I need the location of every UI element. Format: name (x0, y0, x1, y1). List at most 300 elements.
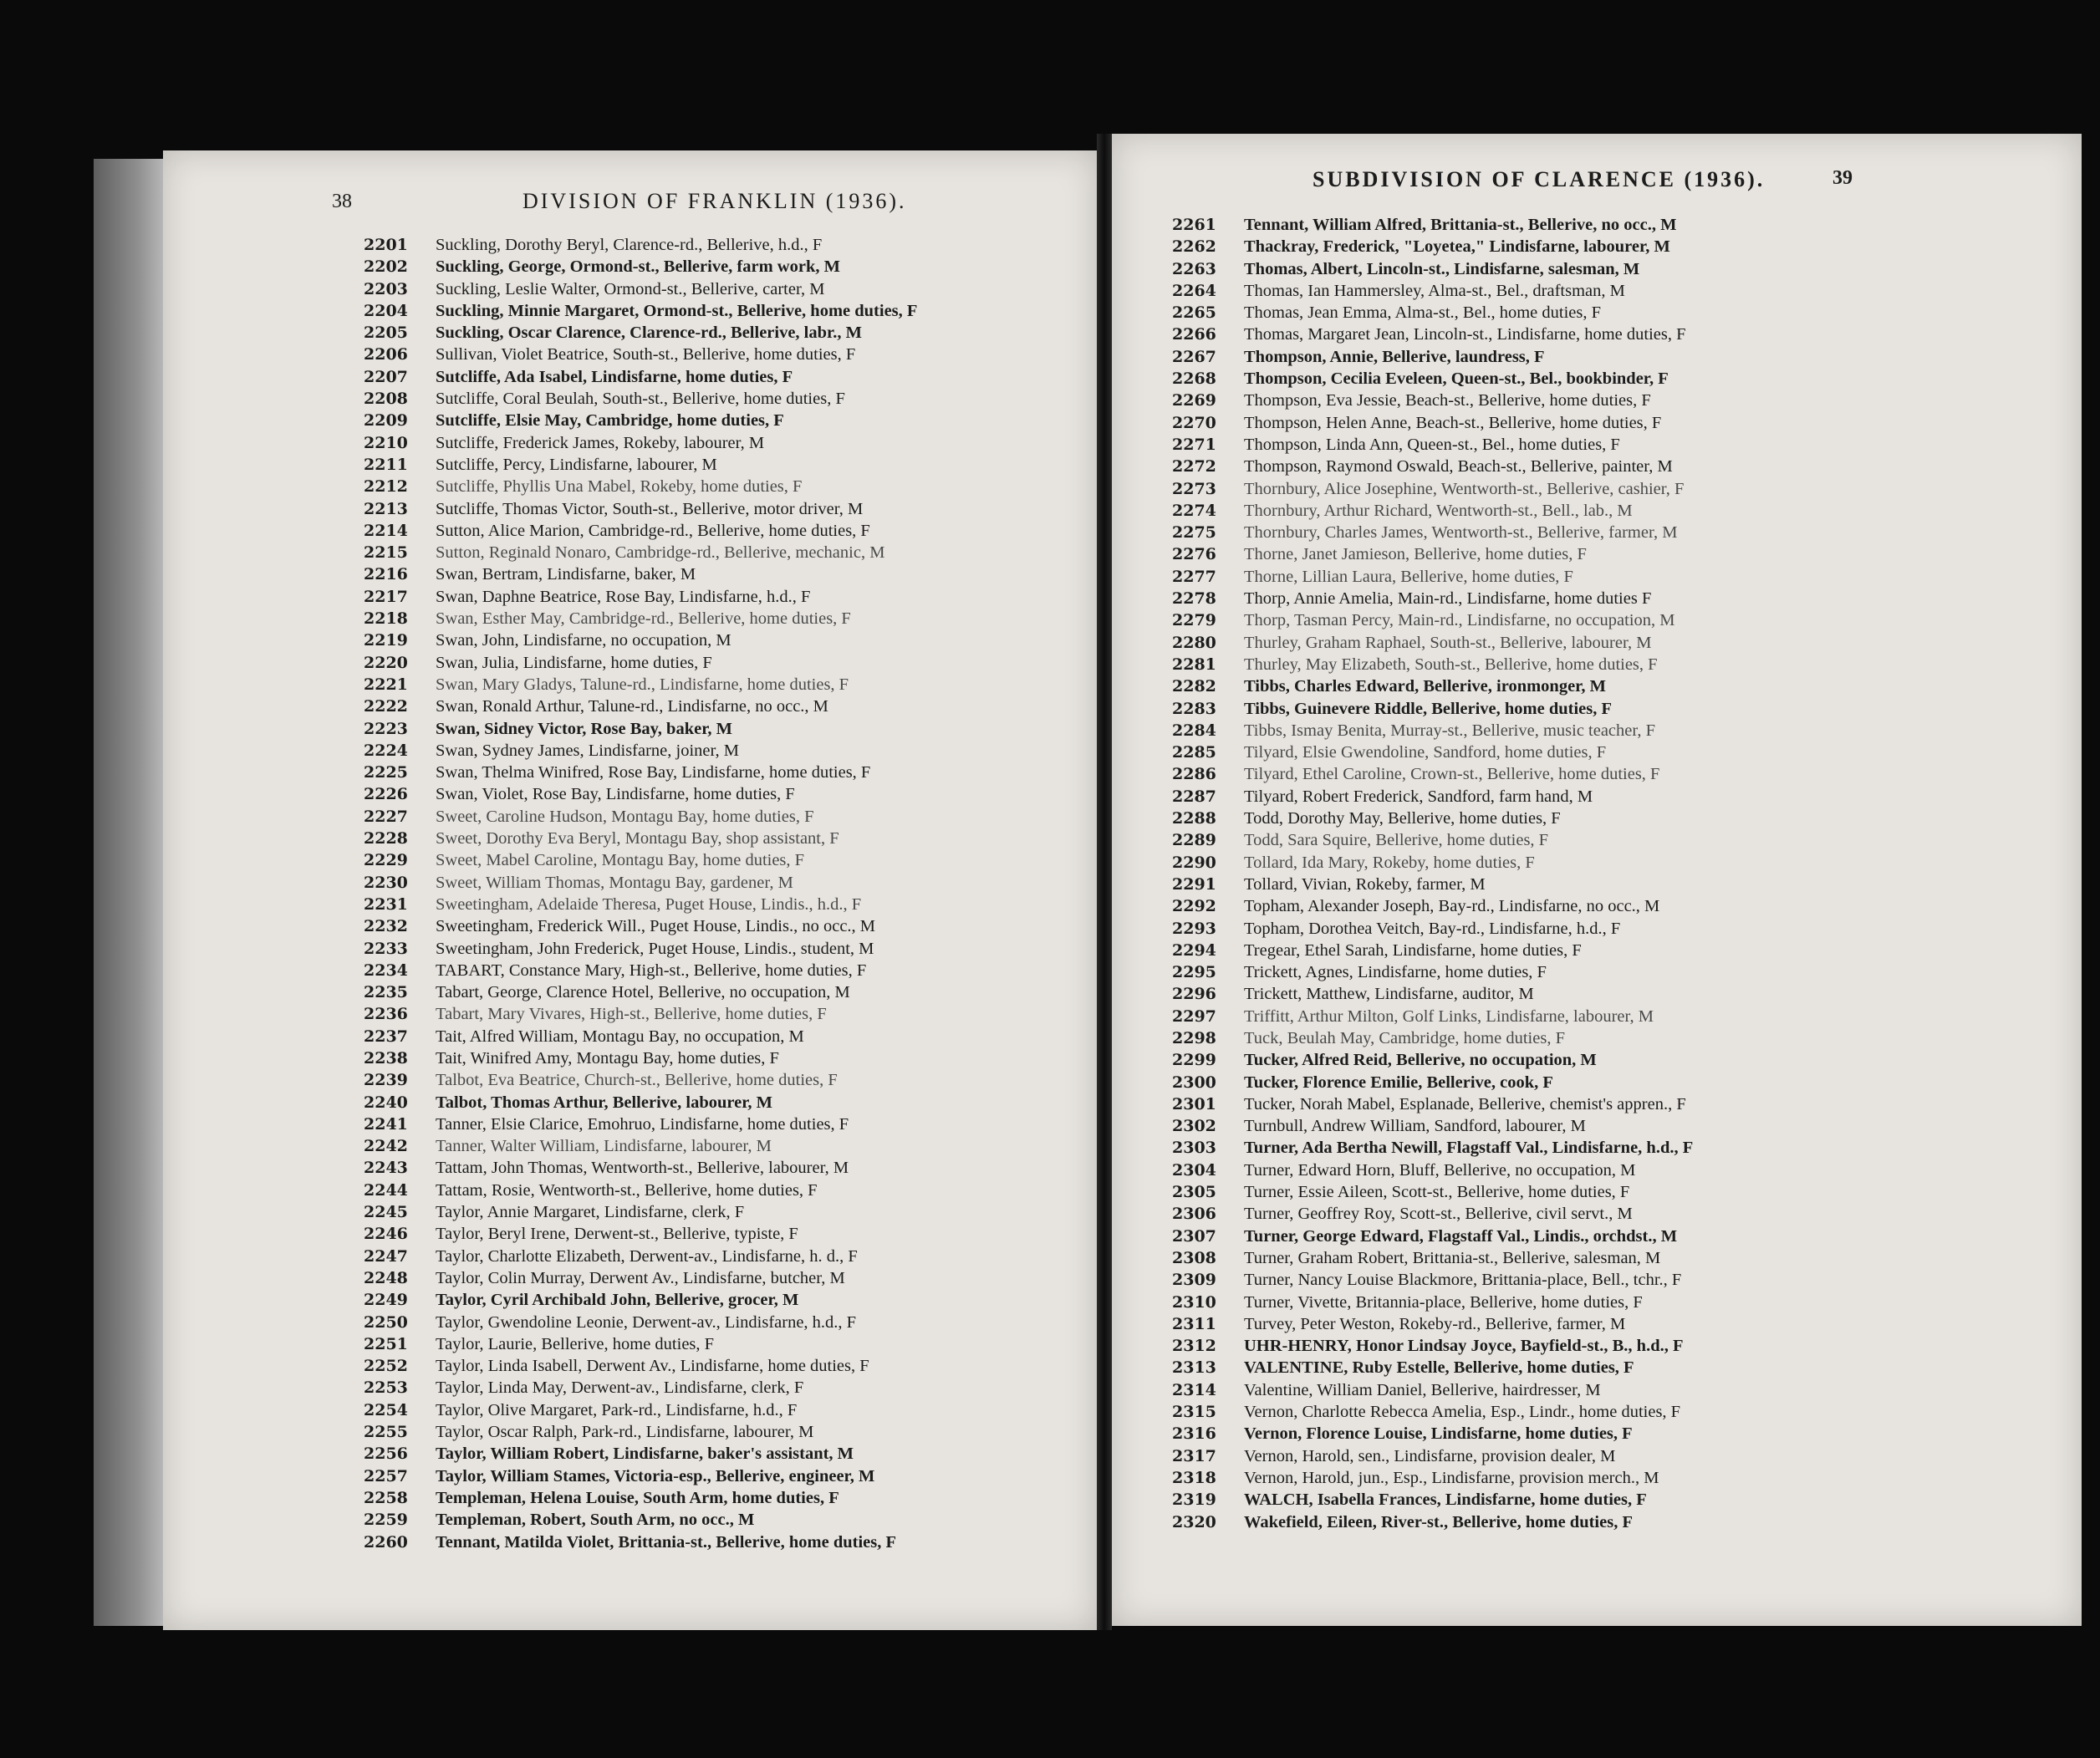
entry-text: Tollard, Vivian, Rokeby, farmer, M (1244, 874, 1486, 894)
entry-text: Tabart, Mary Vivares, High-st., Bellerive, home duties, F (436, 1005, 827, 1024)
list-item (1172, 346, 1693, 368)
entry-text: Swan, Julia, Lindisfarne, home duties, F (436, 653, 712, 672)
entry-number: 2233 (364, 939, 408, 958)
entry-number: 2258 (364, 1488, 408, 1507)
entry-number: 2296 (1172, 985, 1216, 1004)
list-item (364, 322, 917, 344)
entry-number: 2252 (364, 1357, 408, 1376)
page-number: 38 (332, 191, 352, 212)
entry-text: Thompson, Annie, Bellerive, laundress, F (1244, 347, 1545, 366)
book-gutter (1097, 134, 1112, 1630)
entry-number: 2238 (364, 1048, 408, 1068)
entry-text: Tennant, Matilda Violet, Brittania-st., Bellerive, home duties, F (436, 1532, 897, 1552)
entry-number: 2312 (1172, 1337, 1216, 1356)
entry-text: Talbot, Eva Beatrice, Church-st., Bellerive, home duties, F (436, 1071, 838, 1090)
entry-text: Thurley, Graham Raphael, South-st., Bellerive, labourer, M (1244, 633, 1652, 652)
list-item (364, 1509, 917, 1531)
entry-text: Thomas, Jean Emma, Alma-st., Bel., home duties, F (1244, 303, 1602, 323)
entry-text: Swan, Thelma Winifred, Rose Bay, Lindisfarne, home duties, F (436, 763, 871, 782)
entry-text: TABART, Constance Mary, High-st., Bellerive, home duties, F (436, 961, 867, 980)
entry-number: 2239 (364, 1071, 408, 1090)
entry-text: Suckling, George, Ormond-st., Bellerive, farm work, M (436, 257, 840, 277)
entry-text: Taylor, William Stames, Victoria-esp., Bellerive, engineer, M (436, 1466, 875, 1485)
list-item (364, 344, 917, 365)
entry-number: 2297 (1172, 1006, 1216, 1026)
list-item (1172, 1335, 1693, 1357)
entry-text: Turner, Geoffrey Roy, Scott-st., Bellerive, civil servt., M (1244, 1205, 1633, 1224)
entry-number: 2251 (364, 1334, 408, 1353)
entry-number: 2262 (1172, 237, 1216, 257)
list-item (1172, 588, 1693, 609)
entry-number: 2232 (364, 917, 408, 936)
entry-text: Turner, Essie Aileen, Scott-st., Bellerive, home duties, F (1244, 1183, 1630, 1202)
entry-text: Taylor, Olive Margaret, Park-rd., Lindisfarne, h.d., F (436, 1400, 798, 1419)
entry-list (364, 234, 917, 1553)
list-item (364, 278, 917, 300)
list-item (364, 1399, 917, 1421)
entry-number: 2271 (1172, 435, 1216, 454)
list-item (1172, 1511, 1693, 1533)
entry-number: 2230 (364, 873, 408, 892)
entry-number: 2304 (1172, 1160, 1216, 1180)
list-item (1172, 1137, 1693, 1159)
entry-text: Taylor, Gwendoline Leonie, Derwent-av., Lindisfarne, h.d., F (436, 1312, 857, 1332)
entry-number: 2243 (364, 1159, 408, 1178)
entry-text: Tanner, Walter William, Lindisfarne, labourer, M (436, 1137, 772, 1156)
list-item (364, 1201, 917, 1223)
list-item (1172, 1049, 1693, 1071)
list-item (364, 674, 917, 696)
entry-text: Tibbs, Ismay Benita, Murray-st., Bellerive, music teacher, F (1244, 721, 1656, 740)
entry-number: 2204 (364, 301, 408, 320)
entry-text: Sweet, Mabel Caroline, Montagu Bay, home duties, F (436, 851, 805, 870)
list-item (364, 388, 917, 410)
list-item (364, 1246, 917, 1267)
entry-text: Swan, Ronald Arthur, Talune-rd., Lindisfarne, no occ., M (436, 697, 828, 716)
entry-text: Thomas, Margaret Jean, Lincoln-st., Lindisfarne, home duties, F (1244, 325, 1686, 344)
entry-number: 2260 (364, 1532, 408, 1552)
entry-number: 2244 (364, 1180, 408, 1200)
list-item (1172, 1072, 1693, 1093)
entry-text: Suckling, Oscar Clarence, Clarence-rd., Bellerive, labr., M (436, 324, 862, 343)
entry-text: Templeman, Helena Louise, South Arm, home duties, F (436, 1488, 839, 1507)
entry-number: 2313 (1172, 1358, 1216, 1378)
entry-text: Thomas, Ian Hammersley, Alma-st., Bel., draftsman, M (1244, 281, 1625, 300)
entry-number: 2221 (364, 675, 408, 694)
entry-number: 2217 (364, 587, 408, 606)
entry-text: Thorne, Janet Jamieson, Bellerive, home duties, F (1244, 545, 1587, 564)
entry-text: Tucker, Florence Emilie, Bellerive, cook, F (1244, 1073, 1553, 1092)
list-item (1172, 1115, 1693, 1137)
entry-number: 2266 (1172, 325, 1216, 344)
entry-number: 2257 (364, 1466, 408, 1485)
entry-text: Sutton, Alice Marion, Cambridge-rd., Bellerive, home duties, F (436, 521, 870, 540)
entry-number: 2277 (1172, 567, 1216, 586)
entry-text: Suckling, Minnie Margaret, Ormond-st., Bellerive, home duties, F (436, 301, 918, 320)
entry-number: 2286 (1172, 765, 1216, 784)
entry-text: UHR-HENRY, Honor Lindsay Joyce, Bayfield-st., B., h.d., F (1244, 1337, 1684, 1356)
list-item (1172, 543, 1693, 565)
list-item (1172, 1423, 1693, 1445)
list-item (364, 849, 917, 871)
list-item (1172, 763, 1693, 785)
list-item (364, 1092, 917, 1113)
entry-text: WALCH, Isabella Frances, Lindisfarne, home duties, F (1244, 1490, 1647, 1510)
entry-number: 2201 (364, 236, 408, 254)
entry-number: 2279 (1172, 611, 1216, 630)
list-item (1172, 236, 1693, 257)
list-item (364, 1069, 917, 1091)
entry-number: 2306 (1172, 1205, 1216, 1224)
entry-text: Tait, Winifred Amy, Montagu Bay, home duties, F (436, 1048, 779, 1068)
list-item (1172, 324, 1693, 345)
entry-number: 2248 (364, 1268, 408, 1287)
entry-text: Swan, Mary Gladys, Talune-rd., Lindisfarne, home duties, F (436, 675, 849, 694)
list-item (1172, 632, 1693, 654)
entry-text: Thurley, May Elizabeth, South-st., Bellerive, home duties, F (1244, 655, 1658, 674)
list-item (364, 981, 917, 1003)
entry-number: 2309 (1172, 1271, 1216, 1290)
entry-text: Suckling, Dorothy Beryl, Clarence-rd., Bellerive, h.d., F (436, 236, 823, 254)
list-item (364, 608, 917, 629)
left-page (163, 150, 1097, 1630)
entry-number: 2298 (1172, 1028, 1216, 1047)
entry-text: Taylor, Colin Murray, Derwent Av., Lindisfarne, butcher, M (436, 1268, 845, 1287)
list-item (1172, 478, 1693, 500)
entry-number: 2320 (1172, 1512, 1216, 1531)
entry-text: Valentine, William Daniel, Bellerive, hairdresser, M (1244, 1380, 1601, 1399)
list-item (364, 828, 917, 849)
entry-text: Tabart, George, Clarence Hotel, Bellerive, no occupation, M (436, 983, 850, 1002)
entry-text: Turner, Vivette, Britannia-place, Bellerive, home duties, F (1244, 1292, 1643, 1312)
list-item (1172, 940, 1693, 961)
list-item (1172, 1379, 1693, 1401)
right-page (1112, 134, 2082, 1626)
entry-number: 2276 (1172, 545, 1216, 564)
entry-number: 2264 (1172, 281, 1216, 300)
entry-text: Taylor, Linda Isabell, Derwent Av., Lindisfarne, home duties, F (436, 1357, 869, 1376)
entry-number: 2265 (1172, 303, 1216, 323)
entry-text: Sutcliffe, Coral Beulah, South-st., Bellerive, home duties, F (436, 390, 845, 409)
entry-number: 2208 (364, 390, 408, 409)
entry-number: 2228 (364, 829, 408, 848)
entry-number: 2236 (364, 1005, 408, 1024)
list-item (364, 1289, 917, 1311)
list-item (364, 300, 917, 322)
entry-number: 2288 (1172, 809, 1216, 828)
entry-text: Topham, Alexander Joseph, Bay-rd., Lindisfarne, no occ., M (1244, 897, 1660, 916)
entry-text: Thompson, Linda Ann, Queen-st., Bel., home duties, F (1244, 435, 1620, 454)
list-item (364, 366, 917, 388)
list-item (364, 1157, 917, 1179)
entry-text: Turner, Graham Robert, Brittania-st., Bellerive, salesman, M (1244, 1248, 1661, 1267)
entry-number: 2249 (364, 1291, 408, 1310)
entry-number: 2292 (1172, 897, 1216, 916)
entry-text: Thompson, Helen Anne, Beach-st., Bellerive, home duties, F (1244, 413, 1662, 432)
entry-text: Sweet, Dorothy Eva Beryl, Montagu Bay, shop assistant, F (436, 829, 839, 848)
entry-text: Tanner, Elsie Clarice, Emohruo, Lindisfarne, home duties, F (436, 1114, 849, 1134)
entry-number: 2215 (364, 543, 408, 563)
entry-text: Taylor, Beryl Irene, Derwent-st., Bellerive, typiste, F (436, 1225, 798, 1244)
entry-text: Tattam, John Thomas, Wentworth-st., Bellerive, labourer, M (436, 1159, 849, 1178)
list-item (1172, 675, 1693, 697)
entry-number: 2216 (364, 565, 408, 584)
list-item (1172, 786, 1693, 808)
list-item (364, 1026, 917, 1047)
list-item (1172, 852, 1693, 874)
list-item (1172, 895, 1693, 917)
entry-text: Topham, Dorothea Veitch, Bay-rd., Lindisfarne, h.d., F (1244, 919, 1621, 938)
entry-text: Thomas, Albert, Lincoln-st., Lindisfarne, salesman, M (1244, 259, 1640, 278)
list-item (1172, 1203, 1693, 1225)
entry-text: Thompson, Raymond Oswald, Beach-st., Bellerive, painter, M (1244, 457, 1673, 476)
entry-number: 2212 (364, 477, 408, 497)
page-header: DIVISION OF FRANKLIN (1936). (522, 189, 907, 213)
entry-number: 2250 (364, 1312, 408, 1332)
entry-number: 2247 (364, 1246, 408, 1266)
entry-number: 2261 (1172, 216, 1216, 234)
entry-text: Vernon, Charlotte Rebecca Amelia, Esp., Lindr., home duties, F (1244, 1403, 1681, 1422)
list-item (364, 740, 917, 762)
entry-text: Swan, Sydney James, Lindisfarne, joiner, M (436, 741, 739, 760)
list-item (1172, 1357, 1693, 1378)
list-item (364, 1377, 917, 1399)
entry-number: 2242 (364, 1137, 408, 1156)
entry-text: Tibbs, Charles Edward, Bellerive, ironmonger, M (1244, 677, 1606, 696)
entry-text: Tilyard, Robert Frederick, Sandford, farm hand, M (1244, 787, 1593, 806)
entry-text: Thornbury, Alice Josephine, Wentworth-st., Bellerive, cashier, F (1244, 479, 1685, 498)
entry-number: 2267 (1172, 347, 1216, 366)
list-item (1172, 1269, 1693, 1291)
entry-number: 2272 (1172, 457, 1216, 476)
entry-number: 2218 (364, 609, 408, 629)
entry-text: Swan, Sidney Victor, Rose Bay, baker, M (436, 719, 733, 738)
entry-text: Tollard, Ida Mary, Rokeby, home duties, F (1244, 853, 1535, 872)
entry-number: 2237 (364, 1027, 408, 1046)
entry-text: Swan, John, Lindisfarne, no occupation, M (436, 631, 731, 650)
entry-text: Sutcliffe, Percy, Lindisfarne, labourer, M (436, 455, 717, 474)
entry-text: Tregear, Ethel Sarah, Lindisfarne, home duties, F (1244, 940, 1582, 960)
entry-number: 2219 (364, 631, 408, 650)
entry-number: 2293 (1172, 919, 1216, 938)
entry-text: Taylor, Oscar Ralph, Park-rd., Lindisfarne, labourer, M (436, 1423, 814, 1442)
list-item (364, 894, 917, 915)
list-item (364, 872, 917, 894)
entry-text: Wakefield, Eileen, River-st., Bellerive, home duties, F (1244, 1512, 1633, 1531)
entry-text: Tilyard, Ethel Caroline, Crown-st., Bellerive, home duties, F (1244, 765, 1660, 784)
entry-text: Thompson, Cecilia Eveleen, Queen-st., Bel., bookbinder, F (1244, 369, 1669, 389)
list-item (364, 1135, 917, 1157)
entry-text: Turner, Ada Bertha Newill, Flagstaff Val., Lindisfarne, h.d., F (1244, 1139, 1694, 1158)
list-item (364, 410, 917, 431)
list-item (1172, 1006, 1693, 1027)
list-item (364, 696, 917, 717)
entry-text: VALENTINE, Ruby Estelle, Bellerive, home duties, F (1244, 1358, 1634, 1378)
entry-text: Thorp, Tasman Percy, Main-rd., Lindisfarne, no occupation, M (1244, 611, 1675, 630)
list-item (1172, 412, 1693, 434)
entry-text: Talbot, Thomas Arthur, Bellerive, labourer, M (436, 1093, 773, 1112)
entry-number: 2310 (1172, 1292, 1216, 1312)
list-item (364, 1312, 917, 1333)
list-item (1172, 456, 1693, 477)
entry-number: 2280 (1172, 633, 1216, 652)
list-item (1172, 500, 1693, 522)
list-item (1172, 1445, 1693, 1467)
entry-text: Turner, Edward Horn, Bluff, Bellerive, no occupation, M (1244, 1160, 1636, 1180)
entry-number: 2275 (1172, 523, 1216, 543)
list-item (1172, 1292, 1693, 1313)
list-item (364, 629, 917, 651)
list-item (1172, 808, 1693, 829)
list-item (364, 1180, 917, 1201)
entry-number: 2311 (1172, 1314, 1216, 1333)
entry-text: Todd, Sara Squire, Bellerive, home duties, F (1244, 831, 1549, 850)
list-item (1172, 918, 1693, 940)
entry-number: 2315 (1172, 1403, 1216, 1422)
entry-text: Tucker, Norah Mabel, Esplanade, Bellerive, chemist's appren., F (1244, 1094, 1686, 1113)
entry-text: Sutcliffe, Phyllis Una Mabel, Rokeby, home duties, F (436, 477, 803, 497)
list-item (1172, 1027, 1693, 1049)
entry-number: 2307 (1172, 1226, 1216, 1246)
entry-text: Tait, Alfred William, Montagu Bay, no occupation, M (436, 1027, 804, 1046)
list-item (1172, 741, 1693, 763)
entry-number: 2229 (364, 851, 408, 870)
entry-number: 2302 (1172, 1117, 1216, 1136)
entry-text: Templeman, Robert, South Arm, no occ., M (436, 1511, 755, 1530)
entry-number: 2299 (1172, 1051, 1216, 1070)
list-item (1172, 390, 1693, 411)
entry-text: Sweetingham, John Frederick, Puget House, Lindis., student, M (436, 939, 874, 958)
entry-number: 2231 (364, 894, 408, 914)
entry-number: 2202 (364, 257, 408, 277)
entry-number: 2268 (1172, 369, 1216, 389)
list-item (1172, 874, 1693, 895)
entry-text: Trickett, Matthew, Lindisfarne, auditor, M (1244, 985, 1534, 1004)
list-item (364, 563, 917, 585)
entry-number: 2308 (1172, 1248, 1216, 1267)
entry-text: Swan, Bertram, Lindisfarne, baker, M (436, 565, 696, 584)
entry-number: 2282 (1172, 677, 1216, 696)
entry-number: 2223 (364, 719, 408, 738)
list-item (364, 1487, 917, 1509)
entry-number: 2213 (364, 499, 408, 518)
list-item (1172, 720, 1693, 741)
entry-text: Sweetingham, Adelaide Theresa, Puget House, Lindis., h.d., F (436, 894, 862, 914)
list-item (364, 915, 917, 937)
entry-number: 2241 (364, 1114, 408, 1134)
entry-text: Thorne, Lillian Laura, Bellerive, home duties, F (1244, 567, 1573, 586)
entry-number: 2255 (364, 1423, 408, 1442)
entry-number: 2317 (1172, 1446, 1216, 1465)
entry-text: Turvey, Peter Weston, Rokeby-rd., Bellerive, farmer, M (1244, 1314, 1626, 1333)
entry-text: Tilyard, Elsie Gwendoline, Sandford, home duties, F (1244, 743, 1607, 762)
entry-text: Sweet, William Thomas, Montagu Bay, gardener, M (436, 873, 793, 892)
entry-text: Vernon, Harold, sen., Lindisfarne, provision dealer, M (1244, 1446, 1616, 1465)
list-item (364, 256, 917, 278)
entry-text: Sweetingham, Frederick Will., Puget House, Lindis., no occ., M (436, 917, 876, 936)
entry-number: 2287 (1172, 787, 1216, 806)
entry-number: 2270 (1172, 413, 1216, 432)
list-item (364, 1355, 917, 1377)
entry-text: Sutcliffe, Ada Isabel, Lindisfarne, home duties, F (436, 367, 793, 386)
list-item (364, 1003, 917, 1025)
entry-number: 2253 (364, 1378, 408, 1398)
entry-number: 2203 (364, 279, 408, 298)
entry-text: Tibbs, Guinevere Riddle, Bellerive, home duties, F (1244, 699, 1612, 718)
entry-number: 2206 (364, 345, 408, 364)
entry-text: Turner, George Edward, Flagstaff Val., Lindis., orchdst., M (1244, 1226, 1678, 1246)
entry-text: Tucker, Alfred Reid, Bellerive, no occupation, M (1244, 1051, 1597, 1070)
entry-text: Taylor, Charlotte Elizabeth, Derwent-av., Lindisfarne, h. d., F (436, 1246, 858, 1266)
entry-text: Sutton, Reginald Nonaro, Cambridge-rd., Bellerive, mechanic, M (436, 543, 885, 563)
list-item (364, 718, 917, 740)
list-item (1172, 522, 1693, 543)
list-item (364, 938, 917, 960)
list-item (364, 454, 917, 476)
list-item (1172, 368, 1693, 390)
entry-text: Todd, Dorothy May, Bellerive, home duties, F (1244, 809, 1561, 828)
entry-text: Swan, Esther May, Cambridge-rd., Bellerive, home duties, F (436, 609, 851, 629)
entry-number: 2284 (1172, 721, 1216, 740)
list-item (364, 476, 917, 497)
list-item (364, 1223, 917, 1245)
list-item (364, 652, 917, 674)
entry-text: Trickett, Agnes, Lindisfarne, home duties, F (1244, 963, 1547, 982)
book-edge (94, 159, 167, 1626)
entry-text: Triffitt, Arthur Milton, Golf Links, Lindisfarne, labourer, M (1244, 1006, 1654, 1026)
list-item (364, 1531, 917, 1553)
entry-text: Thackray, Frederick, "Loyetea," Lindisfarne, labourer, M (1244, 237, 1670, 257)
entry-number: 2300 (1172, 1073, 1216, 1092)
list-item (364, 1443, 917, 1465)
entry-number: 2278 (1172, 589, 1216, 609)
entry-text: Swan, Daphne Beatrice, Rose Bay, Lindisfarne, h.d., F (436, 587, 811, 606)
list-item (364, 1047, 917, 1069)
list-item (1172, 1247, 1693, 1269)
list-item (1172, 214, 1693, 236)
entry-number: 2283 (1172, 699, 1216, 718)
entry-number: 2290 (1172, 853, 1216, 872)
list-item (364, 762, 917, 783)
list-item (1172, 1226, 1693, 1247)
list-item (1172, 961, 1693, 983)
entry-text: Swan, Violet, Rose Bay, Lindisfarne, home duties, F (436, 785, 795, 804)
list-item (364, 586, 917, 608)
entry-number: 2210 (364, 433, 408, 452)
list-item (1172, 698, 1693, 720)
entry-number: 2235 (364, 983, 408, 1002)
list-item (1172, 1489, 1693, 1511)
entry-text: Taylor, Linda May, Derwent-av., Lindisfarne, clerk, F (436, 1378, 804, 1398)
list-item (1172, 566, 1693, 588)
entry-list (1172, 214, 1693, 1533)
entry-number: 2305 (1172, 1183, 1216, 1202)
entry-number: 2214 (364, 521, 408, 540)
entry-number: 2211 (364, 455, 408, 474)
list-item (1172, 1401, 1693, 1423)
page-header: SUBDIVISION OF CLARENCE (1936). (1312, 167, 1766, 191)
entry-number: 2303 (1172, 1139, 1216, 1158)
entry-text: Thompson, Eva Jessie, Beach-st., Bellerive, home duties, F (1244, 391, 1651, 410)
entry-number: 2301 (1172, 1094, 1216, 1113)
entry-number: 2227 (364, 807, 408, 826)
entry-text: Vernon, Florence Louise, Lindisfarne, home duties, F (1244, 1424, 1633, 1444)
entry-text: Thorp, Annie Amelia, Main-rd., Lindisfarne, home duties F (1244, 589, 1652, 609)
list-item (1172, 1181, 1693, 1203)
entry-text: Tuck, Beulah May, Cambridge, home duties, F (1244, 1028, 1565, 1047)
entry-number: 2259 (364, 1511, 408, 1530)
list-item (1172, 609, 1693, 631)
